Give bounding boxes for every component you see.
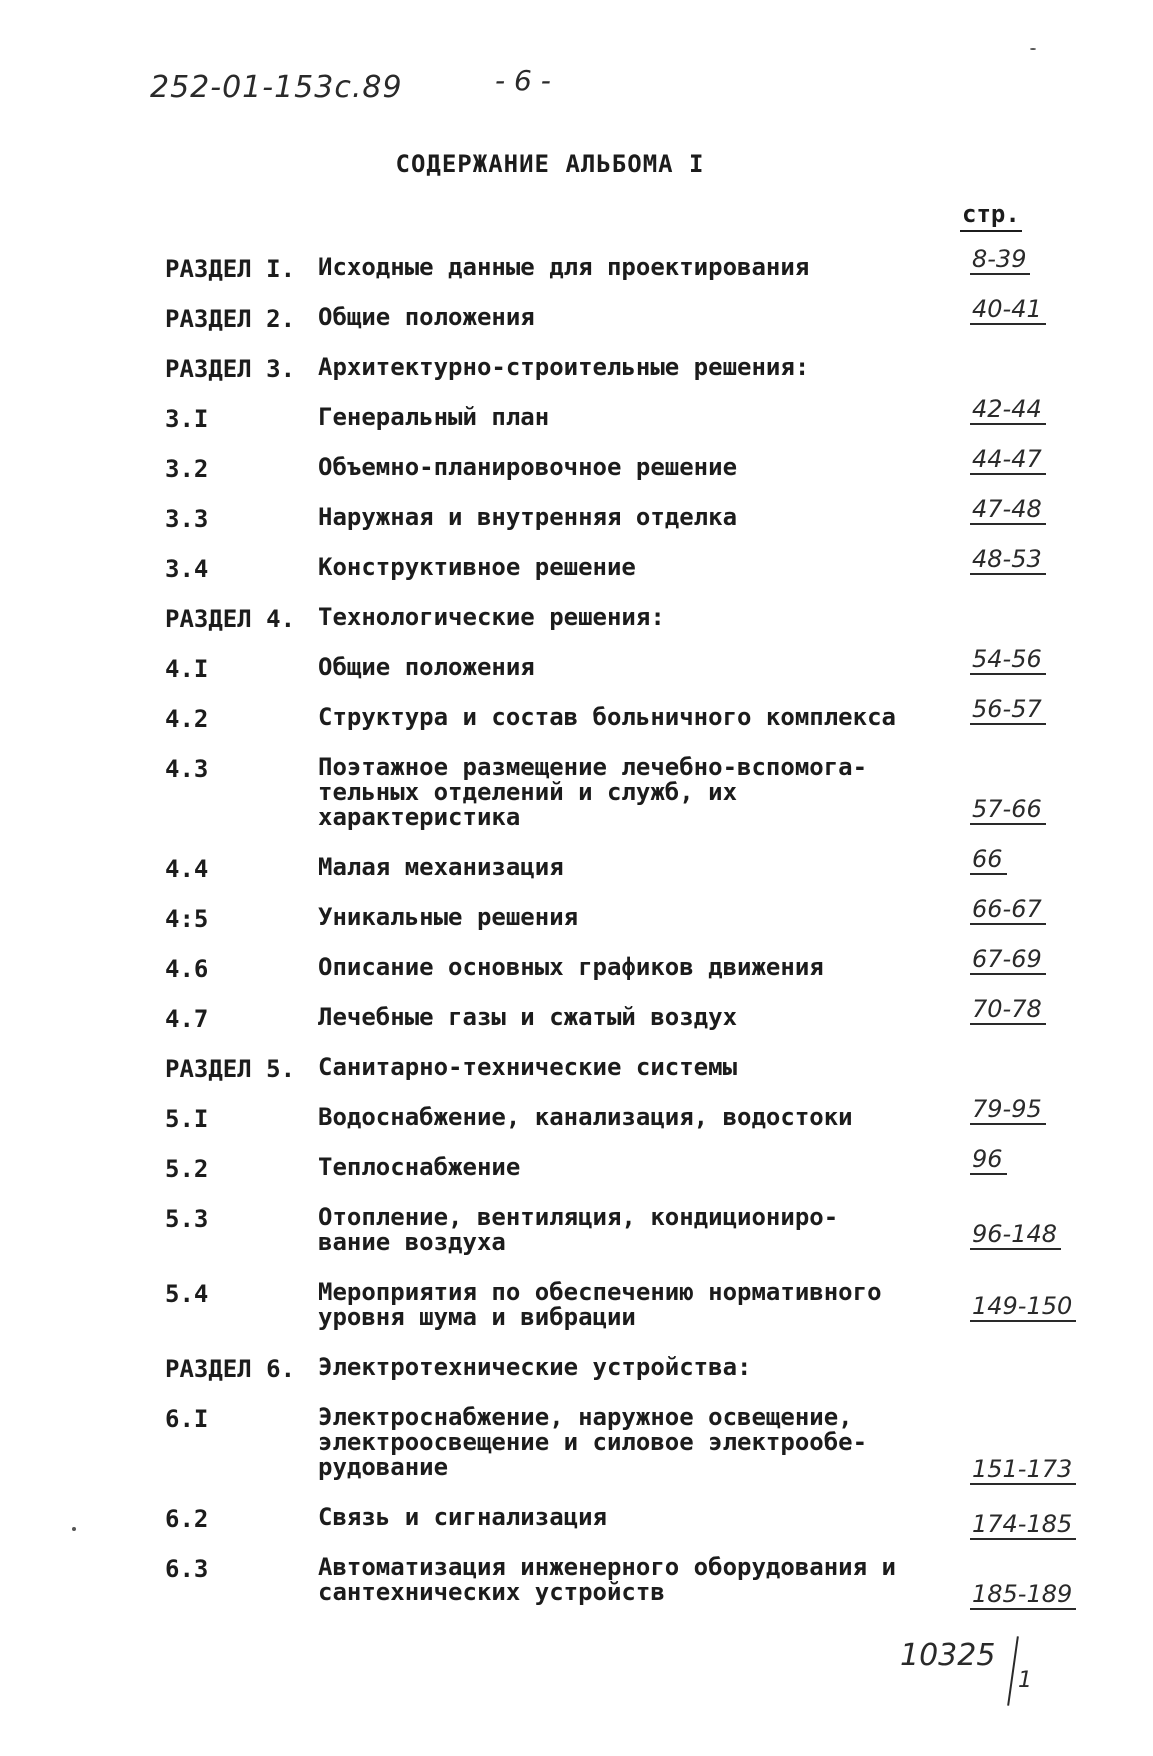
toc-entry-pages: 70-78: [970, 995, 1046, 1025]
toc-entry-title: Технологические решения:: [318, 603, 665, 631]
toc-entry-title: Уникальные решения: [318, 903, 579, 931]
toc-entry-title: Архитектурно-строительные решения:: [318, 353, 810, 381]
toc-entry-number: 4:5: [165, 905, 209, 933]
toc-entry-pages: 42-44: [970, 395, 1046, 425]
toc-entry-pages: 48-53: [970, 545, 1046, 575]
toc-entry-number: 4.I: [165, 655, 209, 683]
toc-entry-title: Лечебные газы и сжатый воздух: [318, 1003, 738, 1031]
document-code: 252-01-153с.89: [150, 70, 403, 105]
toc-entry-title: Общие положения: [318, 653, 535, 681]
toc-entry-title: Общие положения: [318, 303, 535, 331]
toc-entry-number: 4.3: [165, 755, 209, 783]
toc-entry-number: 3.I: [165, 405, 209, 433]
pages-column-header: стр.: [960, 200, 1022, 232]
toc-entry-number: РАЗДЕЛ 5.: [165, 1055, 296, 1083]
toc-entry-number: 5.3: [165, 1205, 209, 1233]
toc-entry-pages: 96-148: [970, 1220, 1061, 1250]
toc-entry-pages: 44-47: [970, 445, 1046, 475]
toc-entry-title: Электроснабжение, наружное освещение, электроосвещение и силовое электрообе- рудование: [318, 1403, 868, 1481]
toc-entry-pages: 54-56: [970, 645, 1046, 675]
toc-entry-number: 3.4: [165, 555, 209, 583]
toc-entry-pages: 66: [970, 845, 1007, 875]
toc-entry-title: Теплоснабжение: [318, 1153, 521, 1181]
toc-entry-number: 5.4: [165, 1280, 209, 1308]
toc-entry-title: Описание основных графиков движения: [318, 953, 824, 981]
toc-entry-number: 6.I: [165, 1405, 209, 1433]
toc-entry-title: Структура и состав больничного комплекса: [318, 703, 896, 731]
toc-entry-number: 4.7: [165, 1005, 209, 1033]
scan-speck: [72, 1527, 76, 1531]
toc-entry-pages: 185-189: [970, 1580, 1076, 1610]
toc-entry-title: Конструктивное решение: [318, 553, 636, 581]
toc-entry-pages: 151-173: [970, 1455, 1076, 1485]
toc-entry-number: 4.6: [165, 955, 209, 983]
toc-entry-number: РАЗДЕЛ 3.: [165, 355, 296, 383]
toc-entry-title: Исходные данные для проектирования: [318, 253, 810, 281]
toc-entry-title: Связь и сигнализация: [318, 1503, 607, 1531]
toc-entry-number: 5.2: [165, 1155, 209, 1183]
toc-entry-title: Автоматизация инженерного оборудования и сантехнических устройств: [318, 1553, 896, 1606]
toc-entry-pages: 47-48: [970, 495, 1046, 525]
toc-entry-title: Отопление, вентиляция, кондициониро- вание воздуха: [318, 1203, 839, 1256]
toc-entry-title: Объемно-планировочное решение: [318, 453, 738, 481]
toc-entry-pages: 57-66: [970, 795, 1046, 825]
toc-entry-number: РАЗДЕЛ I.: [165, 255, 296, 283]
toc-entry-number: 6.3: [165, 1555, 209, 1583]
toc-entry-pages: 79-95: [970, 1095, 1046, 1125]
toc-entry-title: Мероприятия по обеспечению нормативного уровня шума и вибрации: [318, 1278, 882, 1331]
toc-entry-pages: 96: [970, 1145, 1007, 1175]
toc-entry-number: РАЗДЕЛ 6.: [165, 1355, 296, 1383]
toc-entry-number: 3.3: [165, 505, 209, 533]
toc-entry-pages: 174-185: [970, 1510, 1076, 1540]
toc-entry-number: 5.I: [165, 1105, 209, 1133]
toc-entry-title: Водоснабжение, канализация, водостоки: [318, 1103, 853, 1131]
toc-entry-number: 6.2: [165, 1505, 209, 1533]
page-number: - 6 -: [495, 64, 551, 97]
toc-entry-title: Наружная и внутренняя отделка: [318, 503, 738, 531]
toc-entry-number: 3.2: [165, 455, 209, 483]
inventory-sub: 1: [1018, 1668, 1032, 1693]
document-title: СОДЕРЖАНИЕ АЛЬБОМА I: [395, 150, 705, 178]
toc-entry-pages: 56-57: [970, 695, 1046, 725]
toc-entry-title: Электротехнические устройства:: [318, 1353, 752, 1381]
inventory-number: 10325: [900, 1638, 996, 1673]
toc-entry-number: 4.4: [165, 855, 209, 883]
toc-entry-title: Санитарно-технические системы: [318, 1053, 738, 1081]
toc-entry-number: 4.2: [165, 705, 209, 733]
toc-entry-pages: 8-39: [970, 245, 1030, 275]
toc-entry-pages: 66-67: [970, 895, 1046, 925]
toc-entry-title: Поэтажное размещение лечебно-вспомога- тельных отделений и служб, их характеристика: [318, 753, 868, 831]
toc-entry-number: РАЗДЕЛ 2.: [165, 305, 296, 333]
toc-entry-title: Генеральный план: [318, 403, 550, 431]
toc-entry-pages: 67-69: [970, 945, 1046, 975]
toc-entry-pages: 149-150: [970, 1292, 1076, 1322]
scan-speck: [1030, 48, 1036, 50]
toc-entry-title: Малая механизация: [318, 853, 564, 881]
toc-entry-pages: 40-41: [970, 295, 1046, 325]
toc-entry-number: РАЗДЕЛ 4.: [165, 605, 296, 633]
